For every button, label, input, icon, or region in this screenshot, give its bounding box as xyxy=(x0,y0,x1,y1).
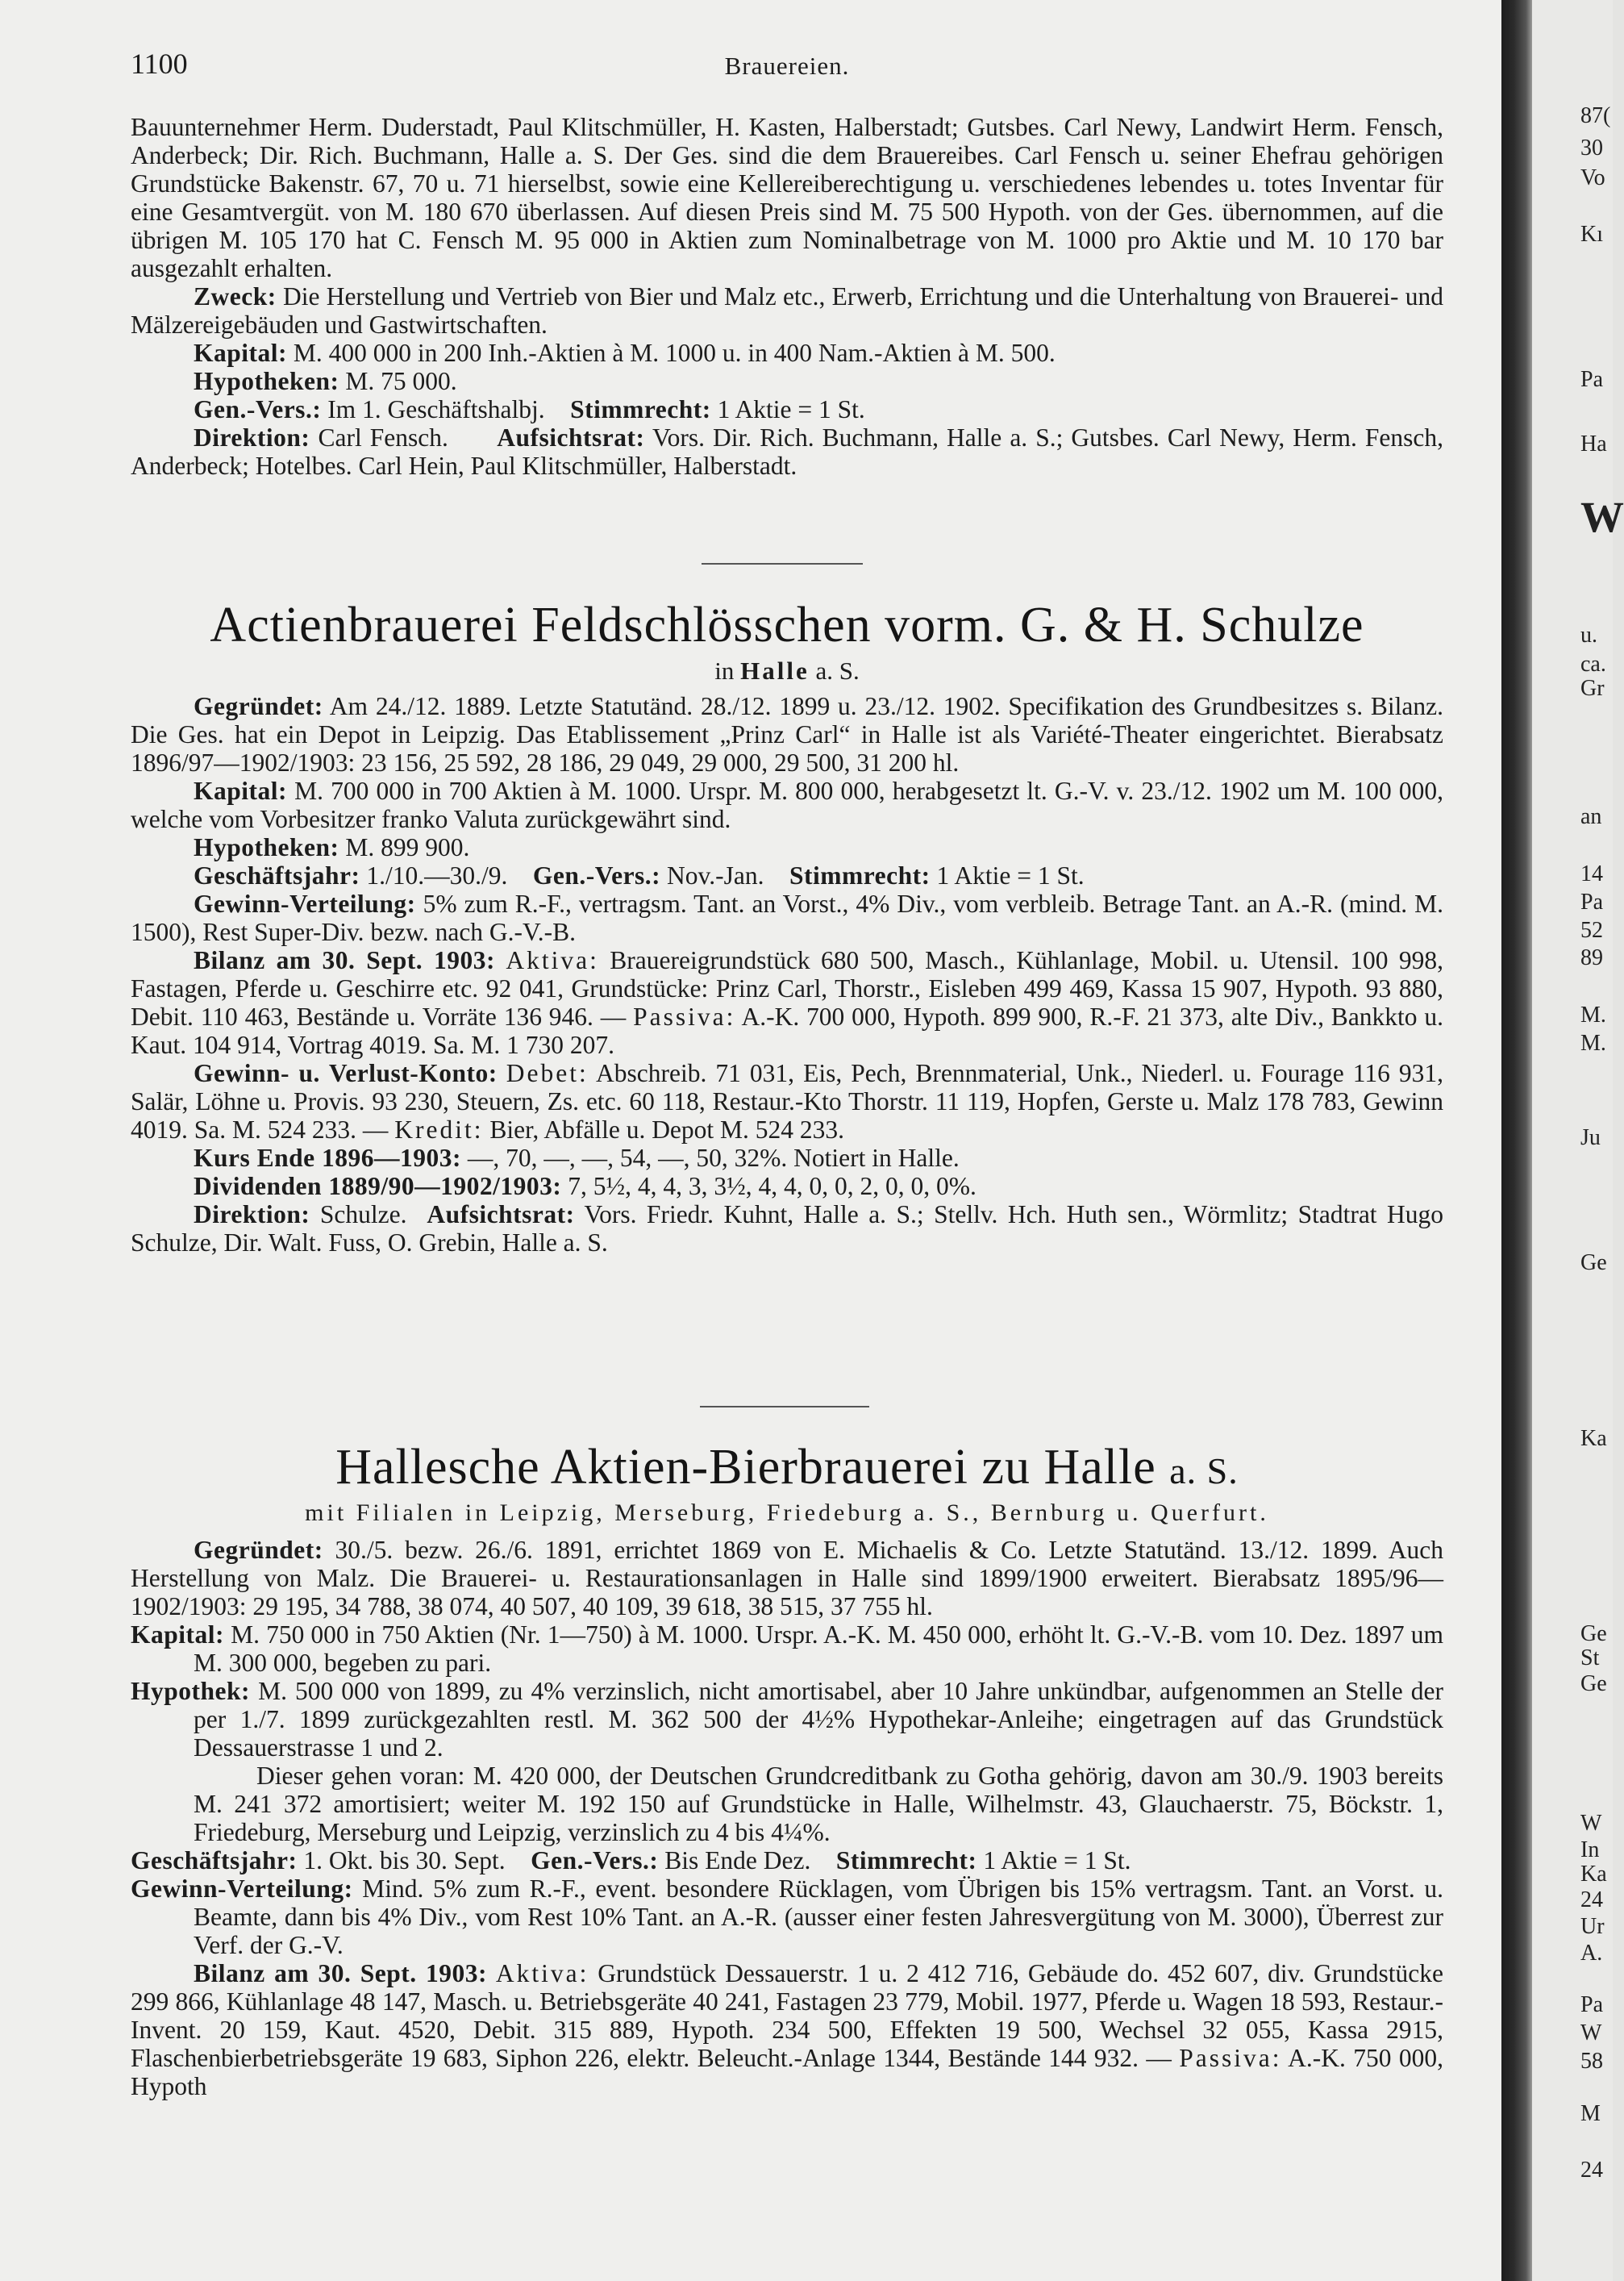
entry1-kurs: Kurs Ende 1896—1903: —, 70, —, —, 54, —, 50, 32%. Notiert in Halle. xyxy=(194,1144,960,1172)
facing-page-fragment: Pa xyxy=(1580,890,1603,915)
intro-kapital: Kapital: M. 400 000 in 200 Inh.-Aktien à M. 1000 u. in 400 Nam.-Aktien à M. 500. xyxy=(194,339,1056,367)
entry1-guv: Gewinn- u. Verlust-Konto: Debet: Abschreib. 71 031, Eis, Pech, Brennmaterial, Unk., Niederl. u. Fourage 116 931, Salär, Löhne u. Provis. 93 230, Steuern, Zs. etc. 60 118, Restaur.-Kto Thorstr. 11 119, Hopfen, Gerste u. Malz 178 783, Gewinn 4019. Sa. M. 524 233. — Kredit: Bier, Abfälle u. Depot M. 524 233. xyxy=(131,1059,1443,1144)
facing-page-fragment: W xyxy=(1580,2020,1602,2045)
entry2-bilanz: Bilanz am 30. Sept. 1903: Aktiva: Grundstück Dessauerstr. 1 u. 2 412 716, Gebäude do. 452 607, div. Grundstücke 299 866, Kühlanlage 48 147, Masch. u. Betriebsgeräte 40 241, Fastagen 23 779, Mobil. 1977, Pferde u. Wagen 18 593, Restaur.-Invent. 20 159, Kaut. 4520, Debit. 315 889, Hypoth. 234 500, Effekten 19 500, Wechsel 32 055, Kassa 2915, Flaschenbierbetriebsgeräte 19 683, Siphon 226, elektr. Beleucht.-Anlage 1344, Bestände 144 932. — Passiva: A.-K. 750 000, Hypoth xyxy=(131,1959,1443,2100)
facing-page-fragment: M xyxy=(1580,2101,1601,2126)
entry2-gewinnverteilung: Gewinn-Verteilung: Mind. 5% zum R.-F., event. besondere Rücklagen, vom Übrigen bis 15% vertragsm. Tant. an Vorst. u. Beamte, dann bis 4% Div., vom Rest 10% Tant. an A.-R. (ausser einer festen Jahresvergütung von M. 3000), Überrest zur Verf. der G.-V. xyxy=(131,1874,1444,1959)
facing-page-fragment: A. xyxy=(1580,1941,1603,1966)
entry1-body xyxy=(131,692,1443,1257)
facing-page-fragment: 58 xyxy=(1580,2049,1603,2074)
facing-page-fragment: W xyxy=(1580,493,1624,541)
facing-page-fragment: 24 xyxy=(1580,1887,1603,1912)
intro-paragraph: Bauunternehmer Herm. Duderstadt, Paul Klitschmüller, H. Kasten, Halberstadt; Gutsbes. Carl Newy, Landwirt Herm. Fensch, Anderbeck; Dir. Rich. Buchmann, Halle a. S. Der Ges. sind die dem Brauereibes. Carl Fensch u. seiner Ehefrau gehörigen Grundstücke Bakenstr. 67, 70 u. 71 hierselbst, sowie eine Kellereiberechtigung u. verschiedenes lebendes u. totes Inventar für eine Gesamtvergüt. von M. 180 670 überlassen. Auf diesen Preis sind M. 75 500 Hypoth. von der Ges. übernommen, auf die übrigen M. 105 170 hat C. Fensch M. 95 000 in Aktien zum Nominalbetrage von M. 1000 pro Aktie und M. 10 170 bar ausgezahlt erhalten. xyxy=(131,113,1443,282)
facing-page-fragment: 30 xyxy=(1580,136,1603,161)
facing-page-fragment: Ka xyxy=(1580,1426,1607,1451)
entry2-title: Hallesche Aktien-Bierbrauerei zu Halle a. S. xyxy=(335,1440,1239,1495)
intro-direktion: Direktion: Carl Fensch. Aufsichtsrat: Vors. Dir. Rich. Buchmann, Halle a. S.; Gutsbes. Carl Newy, Herm. Fensch, Anderbeck; Hotelbes. Carl Hein, Paul Klitschmüller, Halberstadt. xyxy=(131,423,1444,480)
facing-page-fragment: M. xyxy=(1580,1031,1606,1056)
facing-page-fragment: M. xyxy=(1580,1003,1606,1028)
facing-page-fragment: 24 xyxy=(1580,2158,1603,2183)
entry1-gegruendet: Gegründet: Am 24./12. 1889. Letzte Statutänd. 28./12. 1899 u. 23./12. 1902. Specifikation des Grundbesitzes s. Bilanz. Die Ges. hat ein Depot in Leipzig. Das Etablissement „Prinz Carl“ in Halle ist als Variété-Theater eingerichtet. Bierabsatz 1896/97—1902/1903: 23 156, 25 592, 28 186, 29 049, 29 000, 29 500, 31 200 hl. xyxy=(131,692,1443,777)
entry1-location: in Halle a. S. xyxy=(714,657,860,685)
entry2-hypothek: Hypothek: M. 500 000 von 1899, zu 4% verzinslich, nicht amortisabel, aber 10 Jahre unkündbar, aufgenommen an Stelle der per 1./7. 1899 zurückgezahlten restl. M. 362 500 der 4½% Hypothekar-Anleihe; eingetragen auf das Grundstück Dessauerstrasse 1 und 2. xyxy=(131,1677,1444,1762)
entry2-hypothek-cont: Dieser gehen voran: M. 420 000, der Deutschen Grundcreditbank zu Gotha gehörig, davon am 30./9. 1903 bereits M. 241 372 amortisiert; weiter M. 192 150 auf Grundstücke in Halle, Wilhelmstr. 43, Glauchaerstr. 75, Böckstr. 1, Friedeburg, Merseburg und Leipzig, verzinslich zu 4 bis 4¼%. xyxy=(194,1762,1443,1846)
intro-genvers: Gen.-Vers.: Im 1. Geschäftshalbj. Stimmrecht: 1 Aktie = 1 St. xyxy=(194,395,865,423)
facing-page-edge xyxy=(1532,0,1624,2281)
facing-page-fragment: 87( xyxy=(1580,103,1611,128)
entry1-gewinnverteilung: Gewinn-Verteilung: 5% zum R.-F., vertragsm. Tant. an Vorst., 4% Div., vom verbleib. Betrage Tant. an A.-R. (mind. M. 1500), Rest Super-Div. bezw. nach G.-V.-B. xyxy=(131,890,1444,946)
running-title: Brauereien. xyxy=(724,52,850,80)
facing-page-fragment: St xyxy=(1580,1645,1600,1670)
page-header xyxy=(131,47,1443,79)
facing-page-fragment: In xyxy=(1580,1837,1600,1862)
entry2-gegruendet: Gegründet: 30./5. bezw. 26./6. 1891, errichtet 1869 von E. Michaelis & Co. Letzte Statutänd. 13./12. 1899. Auch Herstellung von Malz. Die Brauerei- u. Restaurationsanlagen in Halle sind 1899/1900 erweitert. Bierabsatz 1895/96—1902/1903: 29 195, 34 788, 38 074, 40 507, 40 109, 39 618, 38 515, 37 755 hl. xyxy=(131,1536,1444,1620)
entry1-bilanz: Bilanz am 30. Sept. 1903: Aktiva: Brauereigrundstück 680 500, Masch., Kühlanlage, Mobil. u. Utensil. 100 998, Fastagen, Pferde u. Geschirre etc. 92 041, Grundstücke: Prinz Carl, Thorstr., Eisleben 499 469, Kassa 15 907, Hypoth. 93 880, Debit. 110 463, Bestände u. Vorräte 136 946. — Passiva: A.-K. 700 000, Hypoth. 899 900, R.-F. 21 373, alte Div., Bankkto u. Kaut. 104 914, Vortrag 4019. Sa. M. 1 730 207. xyxy=(131,946,1444,1059)
facing-page-fragment: u. xyxy=(1580,623,1597,648)
facing-page-fragment: Ha xyxy=(1580,432,1607,457)
facing-page-fragment: Kı xyxy=(1580,222,1603,247)
entry1-title: Actienbrauerei Feldschlösschen vorm. G. & H. Schulze xyxy=(210,598,1364,653)
facing-page-fragment: 14 xyxy=(1580,861,1603,886)
facing-page-fragment: 89 xyxy=(1580,945,1603,970)
entry2-body xyxy=(131,1536,1443,2100)
facing-page-fragment: Ju xyxy=(1580,1125,1601,1150)
entry1-hypotheken: Hypotheken: M. 899 900. xyxy=(194,833,470,861)
facing-page-fragment: Pa xyxy=(1580,367,1603,392)
entry2-kapital: Kapital: M. 750 000 in 750 Aktien (Nr. 1—750) à M. 1000. Urspr. A.-K. M. 450 000, erhöht lt. G.-V.-B. vom 10. Dez. 1897 um M. 300 000, begeben zu pari. xyxy=(131,1620,1443,1677)
entry1-geschaeftsjahr: Geschäftsjahr: 1./10.—30./9. Gen.-Vers.: Nov.-Jan. Stimmrecht: 1 Aktie = 1 St. xyxy=(194,861,1085,890)
intro-section xyxy=(131,113,1443,480)
intro-hypotheken: Hypotheken: M. 75 000. xyxy=(194,367,457,395)
book-gutter xyxy=(1501,0,1532,2281)
facing-page-fragment: an xyxy=(1580,804,1602,829)
intro-zweck: Zweck: Die Herstellung und Vertrieb von Bier und Malz etc., Erwerb, Errichtung und die Unterhaltung von Brauerei- und Mälzereigebäuden und Gastwirtschaften. xyxy=(131,282,1443,339)
facing-page-fragment: W xyxy=(1580,1811,1602,1836)
separator-rule xyxy=(702,563,863,565)
entry2-subtitle: mit Filialen in Leipzig, Merseburg, Friedeburg a. S., Bernburg u. Querfurt. xyxy=(305,1499,1269,1526)
facing-page-fragment: Ge xyxy=(1580,1671,1607,1696)
separator-rule xyxy=(700,1406,869,1407)
facing-page-fragment: Ka xyxy=(1580,1862,1607,1887)
entry1-direktion: Direktion: Schulze. Aufsichtsrat: Vors. Friedr. Kuhnt, Halle a. S.; Stellv. Hch. Huth sen., Wörmlitz; Stadtrat Hugo Schulze, Dir. Walt. Fuss, O. Grebin, Halle a. S. xyxy=(131,1200,1443,1257)
facing-page-fragment: Ge xyxy=(1580,1250,1607,1275)
entry1-kapital: Kapital: M. 700 000 in 700 Aktien à M. 1000. Urspr. M. 800 000, herabgesetzt lt. G.-V. v. 23./12. 1902 um M. 100 000, welche vom Vorbesitzer franko Valuta zurückgewährt sind. xyxy=(131,777,1444,833)
facing-page-fragment: ca. xyxy=(1580,652,1606,677)
facing-page-fragment: Vo xyxy=(1580,165,1605,190)
facing-page-fragment: Ge xyxy=(1580,1621,1607,1646)
page-number: 1100 xyxy=(131,48,188,80)
facing-page-fragment: Ur xyxy=(1580,1914,1605,1939)
entry2-geschaeftsjahr: Geschäftsjahr: 1. Okt. bis 30. Sept. Gen.-Vers.: Bis Ende Dez. Stimmrecht: 1 Aktie = 1 St. xyxy=(131,1846,1131,1874)
facing-page-fragment: Pa xyxy=(1580,1992,1603,2017)
facing-page-fragment: Gr xyxy=(1580,676,1605,701)
entry1-dividenden: Dividenden 1889/90—1902/1903: 7, 5½, 4, 4, 3, 3½, 4, 4, 0, 0, 2, 0, 0, 0%. xyxy=(194,1172,976,1200)
facing-page-fragment: 52 xyxy=(1580,918,1603,943)
